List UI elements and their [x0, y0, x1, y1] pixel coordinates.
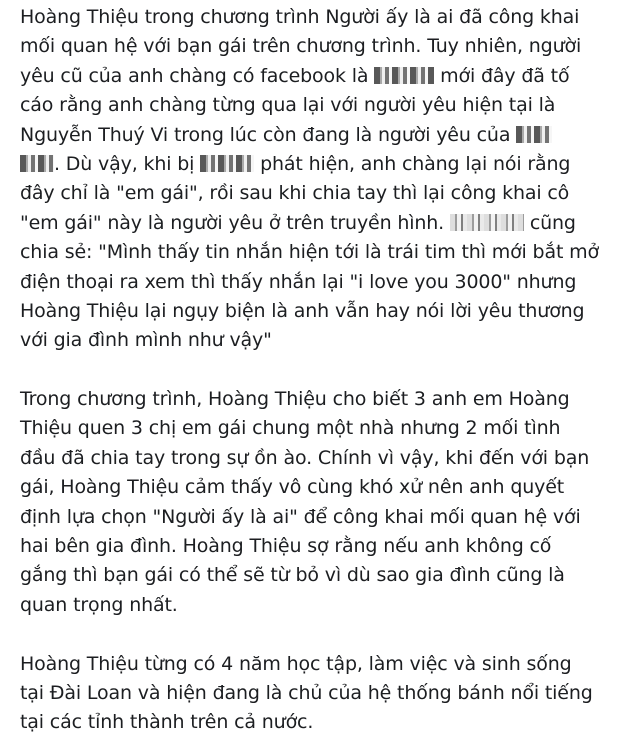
text-segment: Hoàng Thiệu từng có 4 năm học tập, làm việc và sinh sống [20, 652, 572, 675]
text-line [20, 268, 610, 297]
text-segment: Trong chương trình, Hoàng Thiệu cho biết 3 anh em Hoàng [20, 388, 570, 411]
text-segment: mối quan hệ với bạn gái trên chương trình. Tuy nhiên, người [20, 35, 582, 58]
text-line [20, 297, 610, 326]
text-segment: gắng thì bạn gái có thể sẽ từ bỏ vì dù sao gia đình cũng là [20, 564, 565, 587]
text-line [20, 3, 610, 32]
text-segment: hai bên gia đình. Hoàng Thiệu sợ rằng nếu anh không cố [20, 535, 552, 558]
paragraph [20, 650, 610, 738]
text-line [20, 209, 610, 238]
redacted-name [200, 155, 254, 172]
text-segment: Hoàng Thiệu lại ngụy biện là anh vẫn hay nói lời yêu thương [20, 299, 585, 322]
redacted-name [450, 214, 524, 231]
text-line [20, 91, 610, 120]
text-line [20, 414, 610, 443]
text-segment: với gia đình mình như vậy" [20, 329, 272, 352]
text-segment: quan trọng nhất. [20, 593, 178, 616]
text-line [20, 591, 610, 620]
text-segment: đầu đã chia tay trong sự ồn ào. Chính vì vậy, khi đến với bạn [20, 446, 590, 469]
text-segment: phát hiện, anh chàng lại nói rằng [254, 152, 571, 175]
text-line [20, 62, 610, 91]
redacted-name [516, 126, 552, 143]
text-line [20, 179, 610, 208]
paragraph-gap [20, 620, 610, 649]
text-line [20, 679, 610, 708]
redacted-name [20, 155, 54, 172]
text-line [20, 532, 610, 561]
text-segment: cáo rằng anh chàng từng qua lại với người yêu hiện tại là [20, 94, 556, 117]
text-segment: Nguyễn Thuý Vi trong lúc còn đang là người yêu của [20, 123, 517, 146]
text-line [20, 561, 610, 590]
text-line [20, 473, 610, 502]
text-segment: định lựa chọn "Người ấy là ai" để công khai mối quan hệ với [20, 505, 581, 528]
text-segment: "em gái" này là người yêu ở trên truyền hình. [20, 211, 450, 234]
text-line [20, 32, 610, 61]
text-line [20, 385, 610, 414]
text-segment: gái, Hoàng Thiệu cảm thấy vô cùng khó xử nên anh quyết [20, 476, 565, 499]
text-segment: cũng [523, 211, 576, 234]
text-line [20, 708, 610, 737]
text-segment: chia sẻ: "Mình thấy tin nhắn hiện tới là trái tim thì mới bắt mở [20, 241, 599, 264]
text-segment: . Dù vậy, khi bị [54, 152, 201, 175]
redacted-name [374, 67, 434, 84]
paragraph [20, 3, 610, 356]
paragraph [20, 385, 610, 620]
text-segment: đây chỉ là "em gái", rồi sau khi chia tay thì lại công khai cô [20, 182, 570, 205]
text-segment: yêu cũ của anh chàng có facebook là [20, 64, 375, 87]
text-line [20, 326, 610, 355]
paragraph-gap [20, 356, 610, 385]
text-line [20, 121, 610, 150]
text-segment: Hoàng Thiệu trong chương trình Người ấy là ai đã công khai [20, 6, 580, 28]
text-line [20, 150, 610, 179]
text-segment: điện thoại ra xem thì thấy nhắn lại "i love you 3000" nhưng [20, 270, 577, 293]
post-body [20, 3, 610, 738]
text-segment: tại Đài Loan và hiện đang là chủ của hệ thống bánh nổi tiếng [20, 681, 593, 704]
text-line [20, 238, 610, 267]
text-line [20, 650, 610, 679]
text-line [20, 503, 610, 532]
text-segment: tại các tỉnh thành trên cả nước. [20, 711, 314, 734]
text-line [20, 444, 610, 473]
text-segment: mới đây đã tố [434, 64, 570, 87]
text-segment: Thiệu quen 3 chị em gái chung một nhà nhưng 2 mối tình [20, 417, 561, 440]
